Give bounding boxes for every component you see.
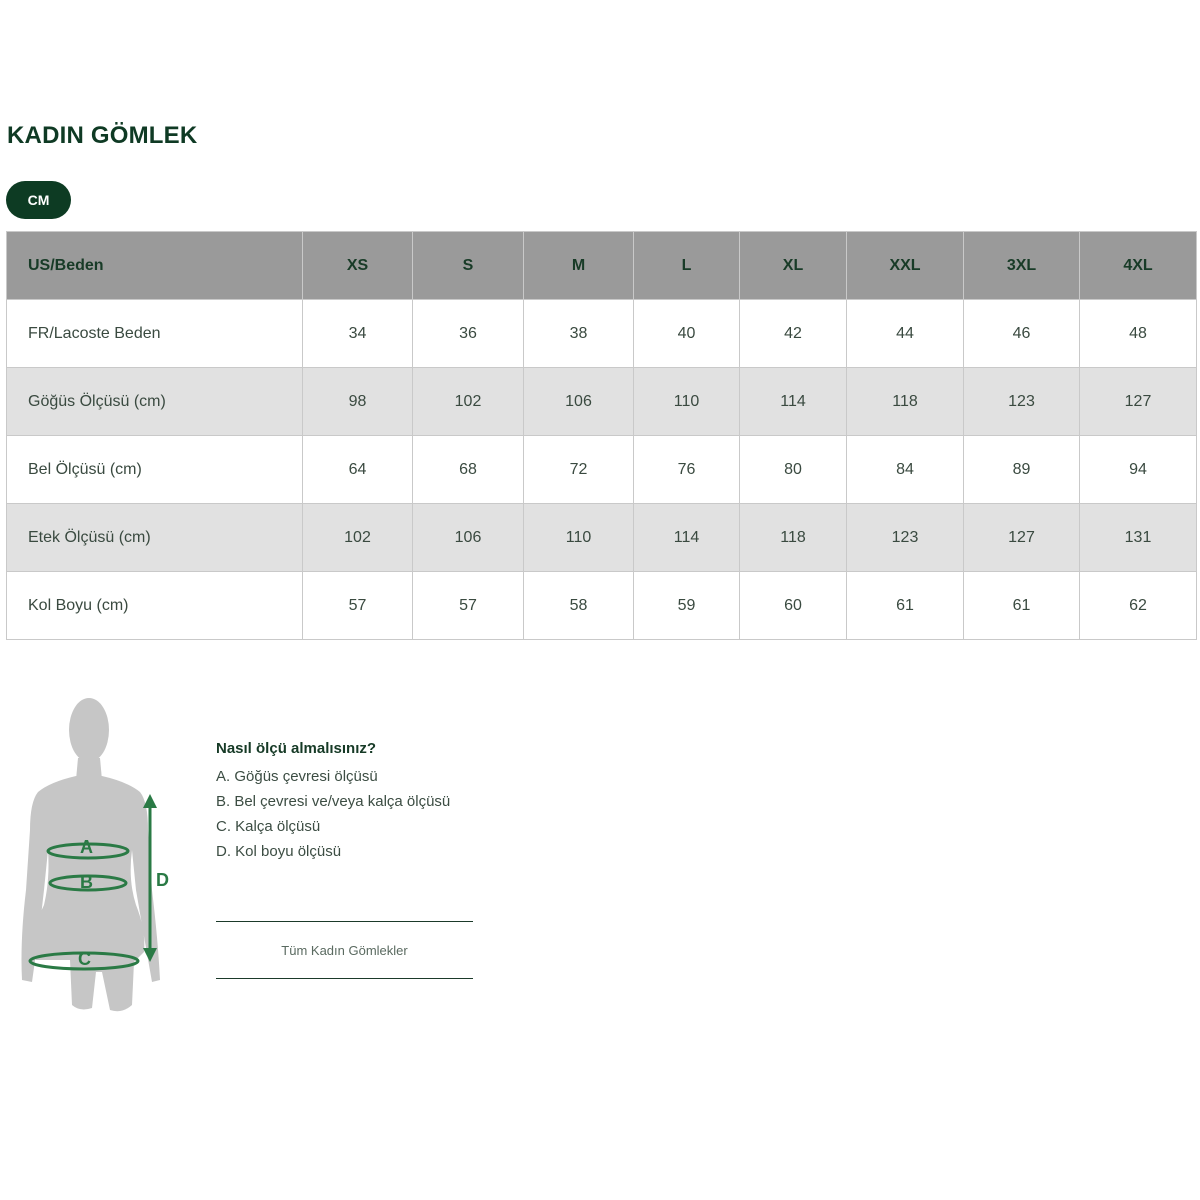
table-cell: 44 bbox=[847, 300, 964, 368]
row-label-cell: Bel Ölçüsü (cm) bbox=[7, 436, 303, 504]
table-cell: 36 bbox=[413, 300, 524, 368]
instruction-item: B. Bel çevresi ve/veya kalça ölçüsü bbox=[216, 793, 451, 810]
table-row bbox=[7, 300, 1197, 368]
size-chart-table bbox=[6, 231, 1197, 640]
label-b: B bbox=[80, 872, 93, 892]
table-cell: 61 bbox=[964, 572, 1080, 640]
row-label-cell: Kol Boyu (cm) bbox=[7, 572, 303, 640]
instruction-item: A. Göğüs çevresi ölçüsü bbox=[216, 768, 378, 785]
table-row bbox=[7, 368, 1197, 436]
table-cell: 42 bbox=[740, 300, 847, 368]
table-cell: 46 bbox=[964, 300, 1080, 368]
table-cell: 48 bbox=[1080, 300, 1197, 368]
table-cell: 34 bbox=[303, 300, 413, 368]
table-cell: 110 bbox=[524, 504, 634, 572]
table-cell: 89 bbox=[964, 436, 1080, 504]
header-cell-size: 3XL bbox=[964, 232, 1080, 300]
label-c: C bbox=[78, 949, 91, 969]
table-cell: 102 bbox=[413, 368, 524, 436]
row-label-cell: FR/Lacoste Beden bbox=[7, 300, 303, 368]
table-cell: 106 bbox=[413, 504, 524, 572]
header-cell-size: XL bbox=[740, 232, 847, 300]
table-cell: 131 bbox=[1080, 504, 1197, 572]
header-cell-size: XXL bbox=[847, 232, 964, 300]
label-d: D bbox=[156, 870, 169, 890]
header-cell-size: S bbox=[413, 232, 524, 300]
table-row bbox=[7, 436, 1197, 504]
table-cell: 102 bbox=[303, 504, 413, 572]
table-cell: 61 bbox=[847, 572, 964, 640]
header-cell-size: 4XL bbox=[1080, 232, 1197, 300]
table-header-row bbox=[7, 232, 1197, 300]
table-cell: 127 bbox=[964, 504, 1080, 572]
label-a: A bbox=[80, 837, 93, 857]
table-cell: 118 bbox=[740, 504, 847, 572]
table-cell: 114 bbox=[740, 368, 847, 436]
header-cell-size: L bbox=[634, 232, 740, 300]
table-cell: 110 bbox=[634, 368, 740, 436]
row-label-cell: Etek Ölçüsü (cm) bbox=[7, 504, 303, 572]
table-cell: 57 bbox=[413, 572, 524, 640]
table-cell: 114 bbox=[634, 504, 740, 572]
table-cell: 98 bbox=[303, 368, 413, 436]
table-cell: 40 bbox=[634, 300, 740, 368]
table-cell: 57 bbox=[303, 572, 413, 640]
table-cell: 59 bbox=[634, 572, 740, 640]
all-womens-shirts-link[interactable]: Tüm Kadın Gömlekler bbox=[216, 921, 473, 979]
header-cell-size: M bbox=[524, 232, 634, 300]
table-cell: 84 bbox=[847, 436, 964, 504]
table-cell: 68 bbox=[413, 436, 524, 504]
table-row bbox=[7, 572, 1197, 640]
measurement-instructions bbox=[216, 738, 516, 864]
table-cell: 106 bbox=[524, 368, 634, 436]
table-cell: 60 bbox=[740, 572, 847, 640]
header-cell-size: XS bbox=[303, 232, 413, 300]
instruction-item: C. Kalça ölçüsü bbox=[216, 818, 321, 835]
table-cell: 38 bbox=[524, 300, 634, 368]
table-cell: 58 bbox=[524, 572, 634, 640]
table-cell: 127 bbox=[1080, 368, 1197, 436]
table-cell: 64 bbox=[303, 436, 413, 504]
table-cell: 80 bbox=[740, 436, 847, 504]
table-row bbox=[7, 504, 1197, 572]
table-cell: 94 bbox=[1080, 436, 1197, 504]
header-cell-label: US/Beden bbox=[7, 232, 303, 300]
page-title: KADIN GÖMLEK bbox=[7, 122, 198, 149]
instructions-title: Nasıl ölçü almalısınız? bbox=[216, 740, 377, 757]
table-cell: 72 bbox=[524, 436, 634, 504]
row-label-cell: Göğüs Ölçüsü (cm) bbox=[7, 368, 303, 436]
body-measurement-figure-icon bbox=[10, 690, 195, 1020]
instruction-item: D. Kol boyu ölçüsü bbox=[216, 843, 342, 860]
table-cell: 123 bbox=[964, 368, 1080, 436]
table-cell: 123 bbox=[847, 504, 964, 572]
unit-toggle-cm-button[interactable]: CM bbox=[6, 181, 71, 219]
arrow-up-icon bbox=[143, 794, 157, 808]
table-cell: 62 bbox=[1080, 572, 1197, 640]
table-cell: 76 bbox=[634, 436, 740, 504]
table-cell: 118 bbox=[847, 368, 964, 436]
